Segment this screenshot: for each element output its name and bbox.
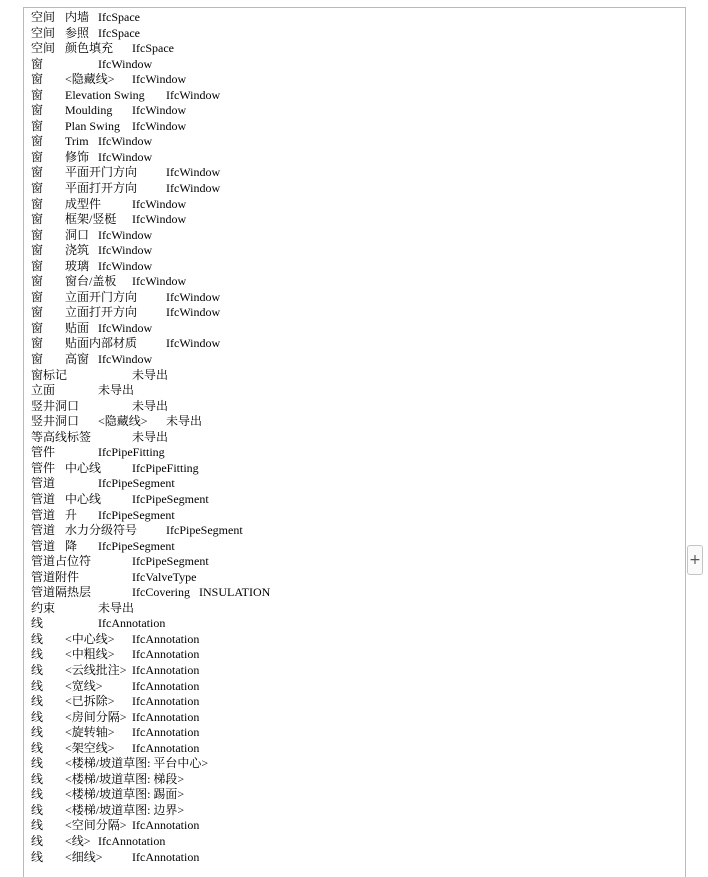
ifc-class-cell: IfcPipeSegment (132, 491, 209, 506)
ifc-class-cell: IfcWindow (166, 336, 221, 351)
category-cell: 窗 (31, 227, 44, 242)
subcategory-cell: Moulding (65, 103, 113, 118)
category-cell: 管道 (31, 523, 56, 538)
category-cell: 窗 (31, 336, 44, 351)
subcategory-cell: 玻璃 (65, 258, 90, 273)
category-cell: 窗 (31, 320, 44, 335)
ifc-class-cell: 未导出 (132, 429, 169, 444)
subcategory-cell: <宽线> (65, 678, 103, 693)
ifc-class-cell: IfcPipeSegment (132, 554, 209, 569)
subcategory-cell: 降 (65, 538, 78, 553)
category-cell: 线 (31, 818, 44, 833)
ifc-class-cell: IfcValveType (132, 569, 197, 584)
subcategory-cell: <旋转轴> (65, 725, 115, 740)
subcategory-cell: 颜色填充 (65, 41, 114, 56)
ifc-class-cell: IfcAnnotation (132, 849, 200, 864)
category-cell: 空间 (31, 10, 56, 24)
ifc-class-cell: IfcWindow (132, 196, 187, 211)
ifc-class-cell: IfcWindow (166, 289, 221, 304)
subcategory-cell: <隐藏线> (98, 414, 148, 429)
ifc-class-cell: <楼梯/坡道草图: 边界> (65, 802, 185, 817)
ifc-class-cell: IfcAnnotation (132, 647, 200, 662)
subcategory-cell: 参照 (65, 25, 90, 40)
category-cell: 管道 (31, 491, 56, 506)
ifc-class-cell: IfcAnnotation (98, 833, 166, 848)
ifc-class-cell: IfcWindow (166, 181, 221, 196)
ifc-class-cell: IfcWindow (98, 56, 153, 71)
ifc-class-cell: IfcWindow (166, 87, 221, 102)
ifc-class-cell: IfcAnnotation (132, 818, 200, 833)
category-cell: 约束 (31, 600, 56, 615)
category-cell: 窗 (31, 196, 44, 211)
subcategory-cell: <云线批注> (65, 662, 127, 677)
ifc-class-cell: IfcAnnotation (132, 694, 200, 709)
ifc-class-cell: IfcPipeSegment (166, 523, 243, 538)
plus-icon: + (689, 552, 701, 568)
subcategory-cell: <架空线> (65, 740, 115, 755)
category-cell: 线 (31, 616, 44, 631)
ifc-class-cell: IfcAnnotation (132, 631, 200, 646)
category-cell: 管件 (31, 445, 56, 460)
ifc-class-cell: IfcPipeFitting (98, 445, 165, 460)
category-cell: 线 (31, 647, 44, 662)
category-cell: 竖井洞口 (31, 414, 80, 429)
subcategory-cell: IfcCovering (132, 585, 190, 600)
category-cell: 管道 (31, 538, 56, 553)
ifc-class-cell: IfcWindow (132, 274, 187, 289)
category-cell: 窗 (31, 289, 44, 304)
category-cell: 窗 (31, 56, 44, 71)
ifc-class-cell: IfcPipeSegment (98, 507, 175, 522)
subcategory-cell: <空间分隔> (65, 818, 127, 833)
subcategory-cell: 洞口 (65, 227, 90, 242)
ifc-class-cell: IfcWindow (166, 165, 221, 180)
category-cell: 管道 (31, 476, 56, 491)
ifc-class-cell: IfcWindow (98, 134, 153, 149)
subcategory-cell: 贴面 (65, 320, 90, 335)
subcategory-cell: 水力分级符号 (65, 523, 138, 538)
category-cell: 线 (31, 756, 44, 771)
category-cell: 窗 (31, 149, 44, 164)
subcategory-cell: 升 (65, 507, 78, 522)
ifc-class-cell: IfcWindow (98, 149, 153, 164)
ifc-class-cell: IfcWindow (98, 352, 153, 367)
subcategory-cell: <隐藏线> (65, 72, 115, 87)
category-cell: 竖井洞口 (31, 398, 80, 413)
category-cell: 线 (31, 678, 44, 693)
category-cell: 窗 (31, 258, 44, 273)
ifc-class-cell: IfcAnnotation (132, 709, 200, 724)
subcategory-cell: 平面开门方向 (65, 165, 138, 180)
category-cell: 窗 (31, 103, 44, 118)
subcategory-cell: 框架/竖梃 (65, 212, 117, 227)
category-cell: 窗 (31, 212, 44, 227)
category-cell: 线 (31, 740, 44, 755)
subcategory-cell: 成型件 (65, 196, 102, 211)
category-cell: 线 (31, 725, 44, 740)
ifc-class-cell: IfcAnnotation (132, 678, 200, 693)
ifc-class-cell: IfcWindow (132, 212, 187, 227)
ifc-class-cell: IfcAnnotation (98, 616, 166, 631)
subcategory-cell: 立面打开方向 (65, 305, 138, 320)
ifc-class-cell: IfcWindow (132, 118, 187, 133)
subcategory-cell: <细线> (65, 849, 103, 864)
category-cell: 窗标记 (31, 367, 68, 382)
ifc-class-cell: 未导出 (98, 383, 135, 398)
ifc-class-cell: IfcWindow (98, 227, 153, 242)
ifc-class-cell: IfcPipeSegment (98, 476, 175, 491)
subcategory-cell: <中心线> (65, 631, 115, 646)
subcategory-cell: 贴面内部材质 (65, 336, 138, 351)
ifc-class-cell: 未导出 (132, 367, 169, 382)
category-cell: 线 (31, 662, 44, 677)
ifc-class-cell: IfcWindow (132, 103, 187, 118)
category-cell: 线 (31, 631, 44, 646)
category-cell: 线 (31, 694, 44, 709)
ifc-class-cell: <楼梯/坡道草图: 平台中心> (65, 756, 209, 771)
ifc-class-cell: <楼梯/坡道草图: 梯段> (65, 771, 185, 786)
document-page (23, 7, 686, 877)
ifc-class-cell: IfcWindow (166, 305, 221, 320)
subcategory-cell: Elevation Swing (65, 87, 145, 102)
category-cell: 窗 (31, 134, 44, 149)
subcategory-cell: 内墙 (65, 10, 90, 24)
ifc-class-cell: IfcWindow (98, 320, 153, 335)
ifc-class-cell: 未导出 (132, 398, 169, 413)
subcategory-cell: <房间分隔> (65, 709, 127, 724)
ifc-class-cell: IfcWindow (98, 243, 153, 258)
category-cell: 线 (31, 787, 44, 802)
ifc-class-cell: IfcSpace (132, 41, 174, 56)
ifc-class-cell: <楼梯/坡道草图: 踢面> (65, 787, 185, 802)
category-cell: 管件 (31, 460, 56, 475)
subcategory-cell: <中粗线> (65, 647, 115, 662)
category-cell: 窗 (31, 274, 44, 289)
category-cell: 管道隔热层 (31, 585, 92, 600)
category-cell: 线 (31, 771, 44, 786)
category-cell: 立面 (31, 383, 56, 398)
ifc-class-cell: IfcPipeSegment (98, 538, 175, 553)
ifc-class-cell: IfcPipeFitting (132, 460, 199, 475)
subcategory-cell: <线> (65, 833, 91, 848)
category-cell: 窗 (31, 87, 44, 102)
ifc-class-cell: IfcAnnotation (132, 740, 200, 755)
ifc-class-cell: 未导出 (98, 600, 135, 615)
category-cell: 管道占位符 (31, 554, 92, 569)
category-cell: 窗 (31, 305, 44, 320)
category-cell: 窗 (31, 118, 44, 133)
category-cell: 窗 (31, 165, 44, 180)
subcategory-cell: <已拆除> (65, 694, 115, 709)
subcategory-cell: 平面打开方向 (65, 181, 138, 196)
category-cell: 线 (31, 833, 44, 848)
ifc-class-cell: 未导出 (166, 414, 203, 429)
category-cell: 等高线标签 (31, 429, 92, 444)
category-cell: 空间 (31, 25, 56, 40)
subcategory-cell: 高窗 (65, 352, 90, 367)
ifc-class-cell: IfcSpace (98, 25, 140, 40)
category-cell: 窗 (31, 72, 44, 87)
subcategory-cell: 立面开门方向 (65, 289, 138, 304)
ifc-class-cell: IfcWindow (98, 258, 153, 273)
expand-button[interactable] (687, 545, 703, 575)
subcategory-cell: 浇筑 (65, 243, 90, 258)
ifc-class-cell: IfcWindow (132, 72, 187, 87)
category-cell: 窗 (31, 243, 44, 258)
ifc-class-cell: IfcSpace (98, 10, 140, 24)
subcategory-cell: 窗台/盖板 (65, 274, 117, 289)
ifc-class-cell: IfcAnnotation (132, 725, 200, 740)
subcategory-cell: 中心线 (65, 491, 102, 506)
subcategory-cell: 中心线 (65, 460, 102, 475)
ifc-class-cell: INSULATION (199, 585, 271, 600)
category-cell: 管道 (31, 507, 56, 522)
category-cell: 线 (31, 709, 44, 724)
category-cell: 窗 (31, 352, 44, 367)
category-cell: 空间 (31, 41, 56, 56)
subcategory-cell: Trim (65, 134, 89, 149)
subcategory-cell: 修饰 (65, 149, 90, 164)
category-cell: 线 (31, 802, 44, 817)
subcategory-cell: Plan Swing (65, 118, 121, 133)
category-cell: 窗 (31, 181, 44, 196)
category-cell: 管道附件 (31, 569, 80, 584)
category-cell: 线 (31, 849, 44, 864)
ifc-class-cell: IfcAnnotation (132, 662, 200, 677)
